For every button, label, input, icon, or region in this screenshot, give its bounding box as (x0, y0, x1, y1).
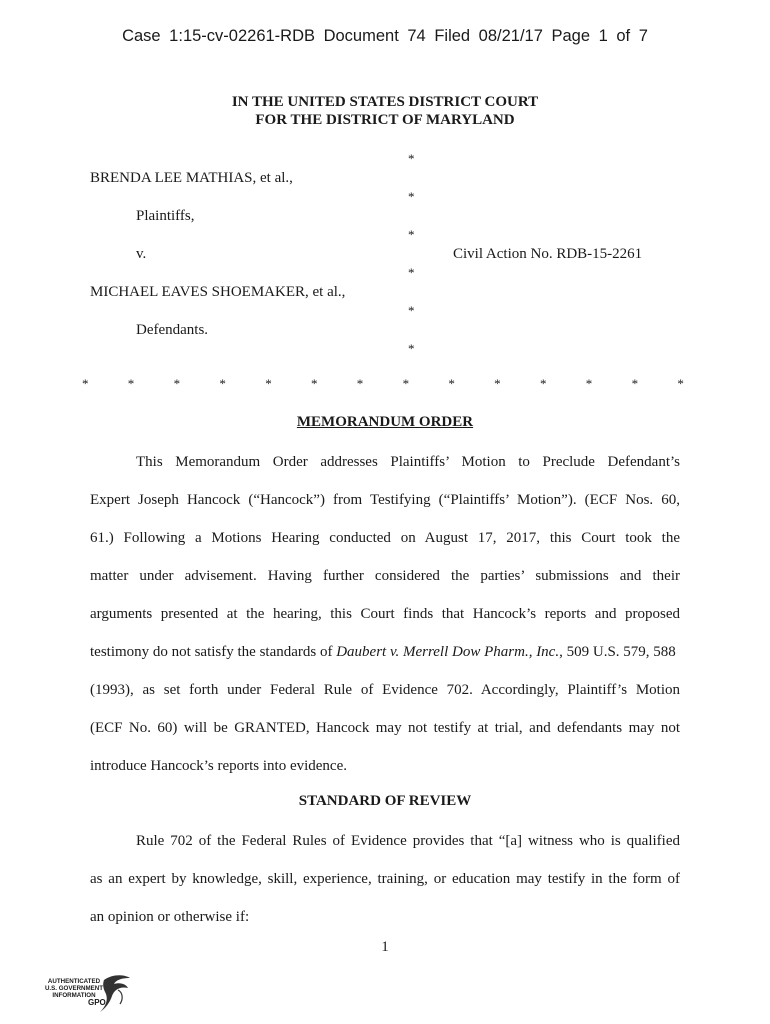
caption-star: * (408, 151, 415, 166)
court-title-line-1: IN THE UNITED STATES DISTRICT COURT (231, 94, 539, 110)
seal-text-line: U.S. GOVERNMENT (44, 985, 104, 992)
filed-date: Filed 08/21/17 (434, 27, 543, 45)
divider-star: * (402, 376, 410, 391)
divider-star: * (631, 376, 639, 391)
page-number: 1 (381, 939, 389, 955)
versus: v. (136, 246, 147, 262)
divider-star: * (173, 376, 181, 391)
divider-star: * (310, 376, 318, 391)
paragraph-text: , 509 U.S. 579, 588 (559, 644, 676, 660)
caption-star: * (408, 265, 415, 280)
seal-text-line: AUTHENTICATED (47, 978, 101, 985)
case-citation: Daubert v. Merrell Dow Pharm., Inc. (336, 644, 560, 660)
divider-star: * (219, 376, 226, 391)
caption-star: * (408, 227, 415, 242)
paragraph-line: Rule 702 of the Federal Rules of Evidence provides that “[a] witness who is qualified (136, 833, 680, 849)
memorandum-paragraph (90, 443, 680, 785)
defendant-name: MICHAEL EAVES SHOEMAKER, et al., (90, 284, 346, 300)
divider-star: * (448, 376, 455, 391)
paragraph-line: arguments presented at the hearing, this Court finds that Hancock’s reports and proposed (90, 606, 680, 622)
caption-star: * (408, 341, 415, 356)
paragraph-line: matter under advisement. Having further considered the parties’ submissions and their (90, 568, 680, 584)
paragraph-line: as an expert by knowledge, skill, experience, training, or education may testify in the form of (90, 871, 680, 887)
court-title (0, 93, 770, 129)
gpo-authentication-seal (40, 972, 136, 1016)
caption-star: * (408, 189, 415, 204)
defendant-role: Defendants. (136, 322, 209, 338)
divider-star: * (677, 376, 684, 391)
divider-star: * (539, 376, 547, 391)
divider-star: * (265, 376, 272, 391)
paragraph-line: introduce Hancock’s reports into evidence. (90, 758, 347, 774)
divider-star: * (82, 376, 89, 391)
divider-star: * (127, 376, 135, 391)
civil-action-number: Civil Action No. RDB-15-2261 (453, 246, 643, 262)
seal-label: GPO (88, 998, 106, 1007)
standard-paragraph (90, 822, 680, 936)
paragraph-line: an opinion or otherwise if: (90, 909, 250, 925)
divider-star: * (585, 376, 593, 391)
page-count: Page 1 of 7 (551, 27, 648, 45)
divider-star: * (494, 376, 501, 391)
eagle-icon (98, 972, 134, 1016)
paragraph-line: (1993), as set forth under Federal Rule of Evidence 702. Accordingly, Plaintiff’s Motion (90, 682, 680, 698)
paragraph-text: testimony do not satisfy the standards of (90, 644, 337, 660)
court-title-line-2: FOR THE DISTRICT OF MARYLAND (255, 112, 515, 128)
paragraph-line: Expert Joseph Hancock (“Hancock”) from Testifying (“Plaintiffs’ Motion”). (ECF Nos. 60, (90, 492, 680, 508)
caption-star: * (408, 303, 415, 318)
seal-text-line: INFORMATION (52, 992, 96, 999)
divider-star: * (356, 376, 364, 391)
paragraph-line (90, 633, 680, 671)
filing-header (0, 27, 770, 46)
case-number: Case 1:15-cv-02261-RDB (122, 27, 315, 45)
plaintiff-name: BRENDA LEE MATHIAS, et al., (90, 170, 293, 186)
paragraph-line: 61.) Following a Motions Hearing conducted on August 17, 2017, this Court took the (90, 530, 680, 546)
standard-of-review-heading: STANDARD OF REVIEW (298, 793, 472, 809)
document-number: Document 74 (323, 27, 426, 45)
paragraph-line: (ECF No. 60) will be GRANTED, Hancock may not testify at trial, and defendants may not (90, 720, 680, 736)
paragraph-line: This Memorandum Order addresses Plaintiffs’ Motion to Preclude Defendant’s (136, 454, 680, 470)
plaintiff-role: Plaintiffs, (136, 208, 195, 224)
caption-divider (82, 376, 684, 392)
memorandum-heading: MEMORANDUM ORDER (296, 414, 474, 430)
